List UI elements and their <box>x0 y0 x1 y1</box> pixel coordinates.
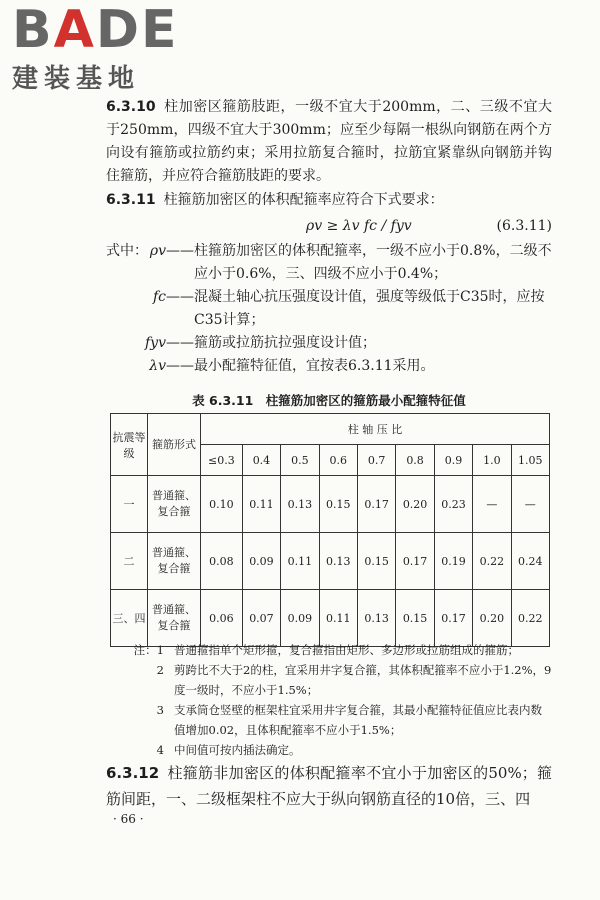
value-cell: 0.24 <box>511 533 549 590</box>
value-cell: 0.17 <box>434 590 472 647</box>
value-cell: 0.22 <box>511 590 549 647</box>
value-cell: 0.07 <box>242 590 280 647</box>
note-label: 2 <box>156 663 164 677</box>
value-cell: 0.06 <box>201 590 243 647</box>
value-cell: — <box>473 476 511 533</box>
value-cell: 0.09 <box>242 533 280 590</box>
note-text: 中间值可按内插法确定。 <box>174 743 301 757</box>
note-text: 支承筒仓竖壁的框架柱宜采用井字复合箍，其最小配箍特征值应比表内数值增加0.02，且体积配箍率不应小于1.5%； <box>174 703 542 737</box>
definitions-prefix: 式中： <box>106 243 148 259</box>
value-cell: 0.20 <box>396 476 434 533</box>
logo-wordmark: BADE <box>12 0 179 60</box>
note-text: 普通箍指单个矩形箍，复合箍指由矩形、多边形或拉筋组成的箍筋； <box>174 643 519 657</box>
ratio-cell: 0.8 <box>396 445 434 476</box>
value-cell: 0.22 <box>473 533 511 590</box>
value-cell: 0.09 <box>281 590 319 647</box>
ratio-cell: ≤0.3 <box>201 445 243 476</box>
definition-row <box>106 355 552 378</box>
table-title: 表 6.3.11 柱箍筋加密区的箍筋最小配箍特征值 <box>192 393 466 408</box>
table-row <box>111 476 550 533</box>
value-cell: 0.11 <box>242 476 280 533</box>
definition-text: 最小配箍特征值，宜按表6.3.11采用。 <box>194 358 435 374</box>
form-cell: 普通箍、复合箍 <box>148 590 201 647</box>
grade-cell: 二 <box>111 533 148 590</box>
value-cell: 0.13 <box>319 533 357 590</box>
header-form: 箍筋形式 <box>148 414 201 476</box>
note-item <box>106 660 552 700</box>
definitions-list <box>106 240 552 378</box>
clause-6-3-10 <box>106 96 552 188</box>
note-item <box>106 640 552 660</box>
value-cell: 0.15 <box>396 590 434 647</box>
value-cell: 0.20 <box>473 590 511 647</box>
definition-symbol: fc <box>152 289 166 305</box>
stirrup-table <box>110 413 550 647</box>
definition-dash: —— <box>166 358 194 374</box>
table-header-row <box>111 414 550 445</box>
grade-cell: 一 <box>111 476 148 533</box>
note-item <box>106 740 552 760</box>
value-cell: 0.11 <box>281 533 319 590</box>
value-cell: 0.15 <box>357 533 395 590</box>
definition-row <box>106 332 552 355</box>
ratio-cell: 0.9 <box>434 445 472 476</box>
value-cell: 0.17 <box>396 533 434 590</box>
header-grade: 抗震等级 <box>111 414 148 476</box>
value-cell: 0.11 <box>319 590 357 647</box>
formula-expression: ρv ≥ λv fc / fyv <box>306 218 412 234</box>
grade-cell: 三、四 <box>111 590 148 647</box>
definition-symbol: λv <box>149 358 166 374</box>
definition-text: 柱箍筋加密区的体积配箍率，一级不应小于0.8%，二级不应小于0.6%，三、四级不应小于0.4%； <box>194 243 552 282</box>
value-cell: 0.15 <box>319 476 357 533</box>
value-cell: 0.23 <box>434 476 472 533</box>
ratio-cell: 1.0 <box>473 445 511 476</box>
definition-dash: —— <box>166 243 194 259</box>
value-cell: 0.19 <box>434 533 472 590</box>
definition-dash: —— <box>166 335 194 351</box>
definition-text: 混凝土轴心抗压强度设计值，强度等级低于C35时，应按C35计算； <box>194 289 545 328</box>
note-label: 4 <box>156 743 164 757</box>
ratio-cell: 0.4 <box>242 445 280 476</box>
brand-logo <box>12 0 179 95</box>
clause-number: 6.3.12 <box>106 764 160 782</box>
logo-subtitle: 建装基地 <box>12 64 141 94</box>
definition-text: 箍筋或拉筋抗拉强度设计值； <box>194 335 376 351</box>
form-cell: 普通箍、复合箍 <box>148 476 201 533</box>
note-text: 剪跨比不大于2的柱，宜采用井字复合箍，其体积配箍率不应小于1.2%，9度一级时，不应小于1.5%； <box>174 663 552 697</box>
page-number: · 66 · <box>113 812 144 826</box>
ratio-cell: 0.5 <box>281 445 319 476</box>
ratio-cell: 1.05 <box>511 445 549 476</box>
ratio-cell: 0.6 <box>319 445 357 476</box>
definition-symbol: fyv <box>145 335 166 351</box>
table-row <box>111 533 550 590</box>
form-cell: 普通箍、复合箍 <box>148 533 201 590</box>
clause-text: 柱箍筋非加密区的体积配箍率不宜小于加密区的50%；箍筋间距，一、二级框架柱不应大于纵向钢筋直径的10倍，三、四 <box>106 764 552 808</box>
value-cell: 0.08 <box>201 533 243 590</box>
value-cell: — <box>511 476 549 533</box>
clause-text: 柱箍筋加密区的体积配箍率应符合下式要求： <box>163 192 444 208</box>
note-item <box>106 700 552 740</box>
table-row <box>111 590 550 647</box>
definition-row <box>106 240 552 286</box>
clause-number: 6.3.11 <box>106 192 156 208</box>
definition-dash: —— <box>166 289 194 305</box>
header-ratio: 柱 轴 压 比 <box>201 414 550 445</box>
value-cell: 0.10 <box>201 476 243 533</box>
note-label: 3 <box>156 703 164 717</box>
value-cell: 0.17 <box>357 476 395 533</box>
clause-text: 柱加密区箍筋肢距，一级不宜大于200mm，二、三级不宜大于250mm，四级不宜大于300mm；应至少每隔一根纵向钢筋在两个方向设有箍筋或拉筋约束；采用拉筋复合箍时，拉筋宜紧靠纵向钢筋并钩住箍筋，并应符合箍筋肢距的要求。 <box>106 99 552 184</box>
value-cell: 0.13 <box>281 476 319 533</box>
definition-symbol: ρv <box>149 243 166 259</box>
clause-number: 6.3.10 <box>106 99 156 115</box>
clause-6-3-11 <box>106 189 552 212</box>
definition-row <box>106 286 552 332</box>
value-cell: 0.13 <box>357 590 395 647</box>
note-label: 注：1 <box>133 643 164 657</box>
table-notes <box>106 640 552 760</box>
clause-6-3-12 <box>106 760 552 812</box>
ratio-cell: 0.7 <box>357 445 395 476</box>
formula-number: (6.3.11) <box>496 218 552 234</box>
